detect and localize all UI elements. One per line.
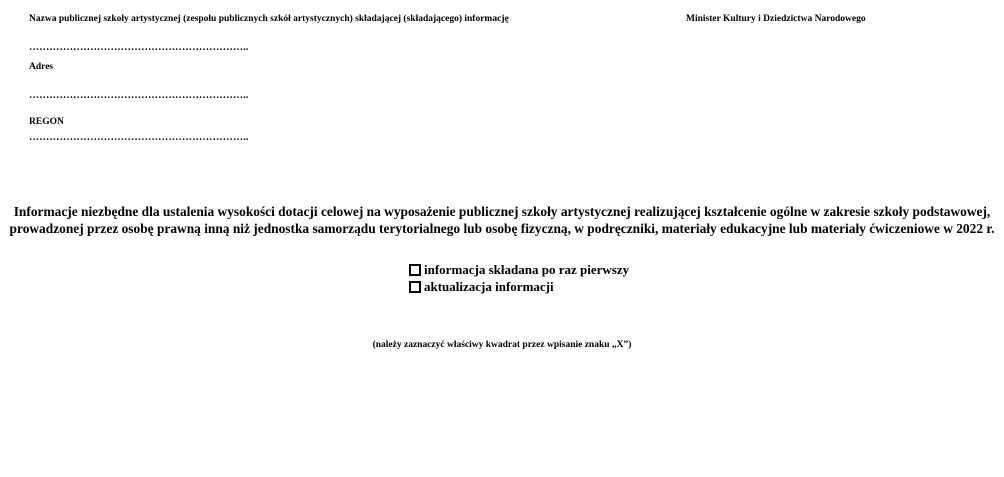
update-label: aktualizacja informacji (424, 279, 554, 294)
first-submission-label: informacja składana po raz pierwszy (424, 262, 630, 277)
address-field[interactable]: ……………………………………………………….. (29, 90, 249, 101)
document-title (0, 203, 1004, 237)
first-submission-checkbox[interactable] (409, 264, 421, 276)
school-name-label: Nazwa publicznej szkoły artystycznej (zespołu publicznych szkół artystycznych) składającej (składającego) informację (29, 14, 509, 24)
recipient-label: Minister Kultury i Dziedzictwa Narodowego (686, 14, 866, 24)
regon-field[interactable]: ……………………………………………………….. (29, 132, 249, 143)
document-title-line-1: Informacje niezbędne dla ustalenia wysokości dotacji celowej na wyposażenie publicznej szkoły artystycznej realizującej kształcenie ogólne w zakresie szkoły podstawowej, (13, 204, 991, 219)
option-update[interactable] (409, 279, 554, 295)
footnote: (należy zaznaczyć właściwy kwadrat przez wpisanie znaku „X”) (372, 340, 632, 350)
address-label: Adres (29, 62, 54, 72)
option-first-submission[interactable] (409, 262, 629, 278)
school-name-field[interactable]: ……………………………………………………….. (29, 42, 249, 53)
document-title-line-2: prowadzonej przez osobę prawną inną niż jednostka samorządu terytorialnego lub osobę fizyczną, w podręczniki, materiały edukacyjne lub materiały ćwiczeniowe w 2022 r. (9, 221, 995, 236)
regon-label: REGON (29, 117, 64, 127)
update-checkbox[interactable] (409, 281, 421, 293)
